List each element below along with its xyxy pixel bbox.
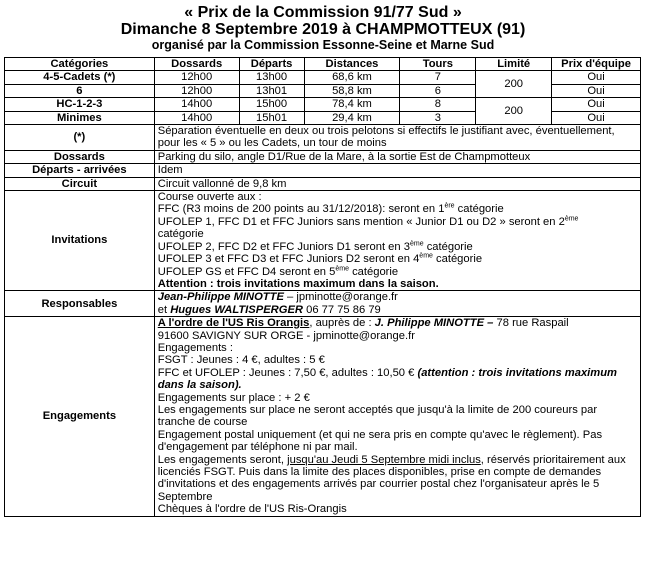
table-row xyxy=(5,150,641,163)
race-departs: 13h00 xyxy=(239,71,304,84)
table-header-row xyxy=(5,58,641,71)
engagements-text: A l'ordre de l'US Ris Orangis, auprès de : J. Philippe MINOTTE – 78 rue Raspail 91600 SAVIGNY SUR ORGE - jpminotte@orange.fr Engagements : FSGT : Jeunes : 4 €, adultes : 5 € FFC et UFOLEP : Jeunes : 7,50 €, adultes : 10,50 € (attention : trois invitations maximum dans la saison). Engagements sur place : + 2 € Les engagements sur place ne seront acceptés que jusqu'à la limite de 200 coureurs par tranche de course Engagement postal uniquement (et qui ne sera pris en compte qu'avec le règlement). Pas d'engagement par téléphone ni par mail. Les engagements seront, jusqu'au Jeudi 5 Septembre midi inclus, réservés prioritairement aux licenciés FSGT. Puis dans la limite des places disponibles, prise en compte de demandes d'invitations et des engagements arrivés par courrier postal chez l'organisateur après le 5 Septembre Chèques à l'ordre de l'US Ris-Orangis xyxy=(154,317,640,517)
responsable-contact: – jpminotte@orange.fr xyxy=(283,291,398,304)
race-distance: 78,4 km xyxy=(304,98,400,111)
col-header-distances: Distances xyxy=(304,58,400,71)
table-row xyxy=(5,125,641,151)
race-dossards: 14h00 xyxy=(154,98,239,111)
responsable-contact: 06 77 75 86 79 xyxy=(303,303,381,316)
invitations-line: Course ouverte aux : xyxy=(157,191,262,204)
col-header-categories: Catégories xyxy=(5,58,155,71)
engagements-email: jpminotte@orange.fr xyxy=(313,329,415,342)
departs-text: Idem xyxy=(154,164,640,177)
document-header xyxy=(0,0,646,53)
race-info-table xyxy=(4,57,641,517)
invitations-line: UFOLEP 3 et FFC D3 et FFC Juniors D2 seront en 4ème catégorie xyxy=(157,252,483,266)
invitations-line: UFOLEP 1, FFC D1 et FFC Juniors sans mention « Junior D1 ou D2 » seront en 2ème catégorie xyxy=(157,215,579,241)
race-dossards: 12h00 xyxy=(154,84,239,97)
event-title: « Prix de la Commission 91/77 Sud » xyxy=(184,4,462,21)
responsable-name: Jean-Philippe MINOTTE xyxy=(157,291,284,304)
responsables-label: Responsables xyxy=(5,291,155,317)
race-category: HC-1-2-3 xyxy=(5,98,155,111)
invitations-line: FFC (R3 moins de 200 points au 31/12/2018): seront en 1ère catégorie xyxy=(157,202,504,216)
race-dossards: 12h00 xyxy=(154,71,239,84)
invitations-text xyxy=(154,191,640,291)
race-tours: 3 xyxy=(400,111,476,124)
race-limite: 200 xyxy=(476,98,552,125)
invitations-label: Invitations xyxy=(5,191,155,291)
race-distance: 58,8 km xyxy=(304,84,400,97)
table-row xyxy=(5,291,641,317)
race-dossards: 14h00 xyxy=(154,111,239,124)
asterisk-label: (*) xyxy=(5,125,155,151)
race-distance: 68,6 km xyxy=(304,71,400,84)
col-header-prix-equipe: Prix d'équipe xyxy=(552,58,641,71)
race-departs: 13h01 xyxy=(239,84,304,97)
race-departs: 15h00 xyxy=(239,98,304,111)
race-departs: 15h01 xyxy=(239,111,304,124)
table-row xyxy=(5,98,641,111)
race-tours: 6 xyxy=(400,84,476,97)
col-header-tours: Tours xyxy=(400,58,476,71)
dossards-label: Dossards xyxy=(5,150,155,163)
circuit-label: Circuit xyxy=(5,177,155,190)
asterisk-text: Séparation éventuelle en deux ou trois pelotons si effectifs le justifiant avec, éventuellement, pour les « 5 » ou les Cadets, un tour de moins xyxy=(154,125,640,151)
race-prix: Oui xyxy=(552,98,641,111)
table-row xyxy=(5,317,641,517)
table-row xyxy=(5,177,641,190)
race-prix: Oui xyxy=(552,111,641,124)
table-row xyxy=(5,191,641,291)
engagements-label: Engagements xyxy=(5,317,155,517)
race-prix: Oui xyxy=(552,71,641,84)
invitations-line: UFOLEP 2, FFC D2 et FFC Juniors D1 seront en 3ème catégorie xyxy=(157,239,473,253)
engagements-order: A l'ordre de l'US Ris Orangis xyxy=(157,317,310,330)
table-row xyxy=(5,164,641,177)
col-header-limite: Limité xyxy=(476,58,552,71)
event-date-location: Dimanche 8 Septembre 2019 à CHAMPMOTTEUX (91) xyxy=(120,21,526,38)
race-prix: Oui xyxy=(552,84,641,97)
col-header-dossards: Dossards xyxy=(154,58,239,71)
dossards-text: Parking du silo, angle D1/Rue de la Mare, à la sortie Est de Champmotteux xyxy=(154,150,640,163)
responsable-name: Hugues WALTISPERGER xyxy=(170,303,303,316)
race-distance: 29,4 km xyxy=(304,111,400,124)
race-category: 6 xyxy=(5,84,155,97)
circuit-text: Circuit vallonné de 9,8 km xyxy=(154,177,640,190)
event-organizer: organisé par la Commission Essonne-Seine et Marne Sud xyxy=(151,38,495,52)
race-limite: 200 xyxy=(476,71,552,98)
invitations-warning: Attention : trois invitations maximum dans la saison. xyxy=(157,277,439,290)
departs-label: Départs - arrivées xyxy=(5,164,155,177)
col-header-departs: Départs xyxy=(239,58,304,71)
race-tours: 8 xyxy=(400,98,476,111)
race-category: 4-5-Cadets (*) xyxy=(5,71,155,84)
responsables-text: Jean-Philippe MINOTTE – jpminotte@orange.fr et Hugues WALTISPERGER 06 77 75 86 79 xyxy=(154,291,640,317)
invitations-line: UFOLEP GS et FFC D4 seront en 5ème catégorie xyxy=(157,264,399,278)
race-tours: 7 xyxy=(400,71,476,84)
table-row xyxy=(5,71,641,84)
race-category: Minimes xyxy=(5,111,155,124)
